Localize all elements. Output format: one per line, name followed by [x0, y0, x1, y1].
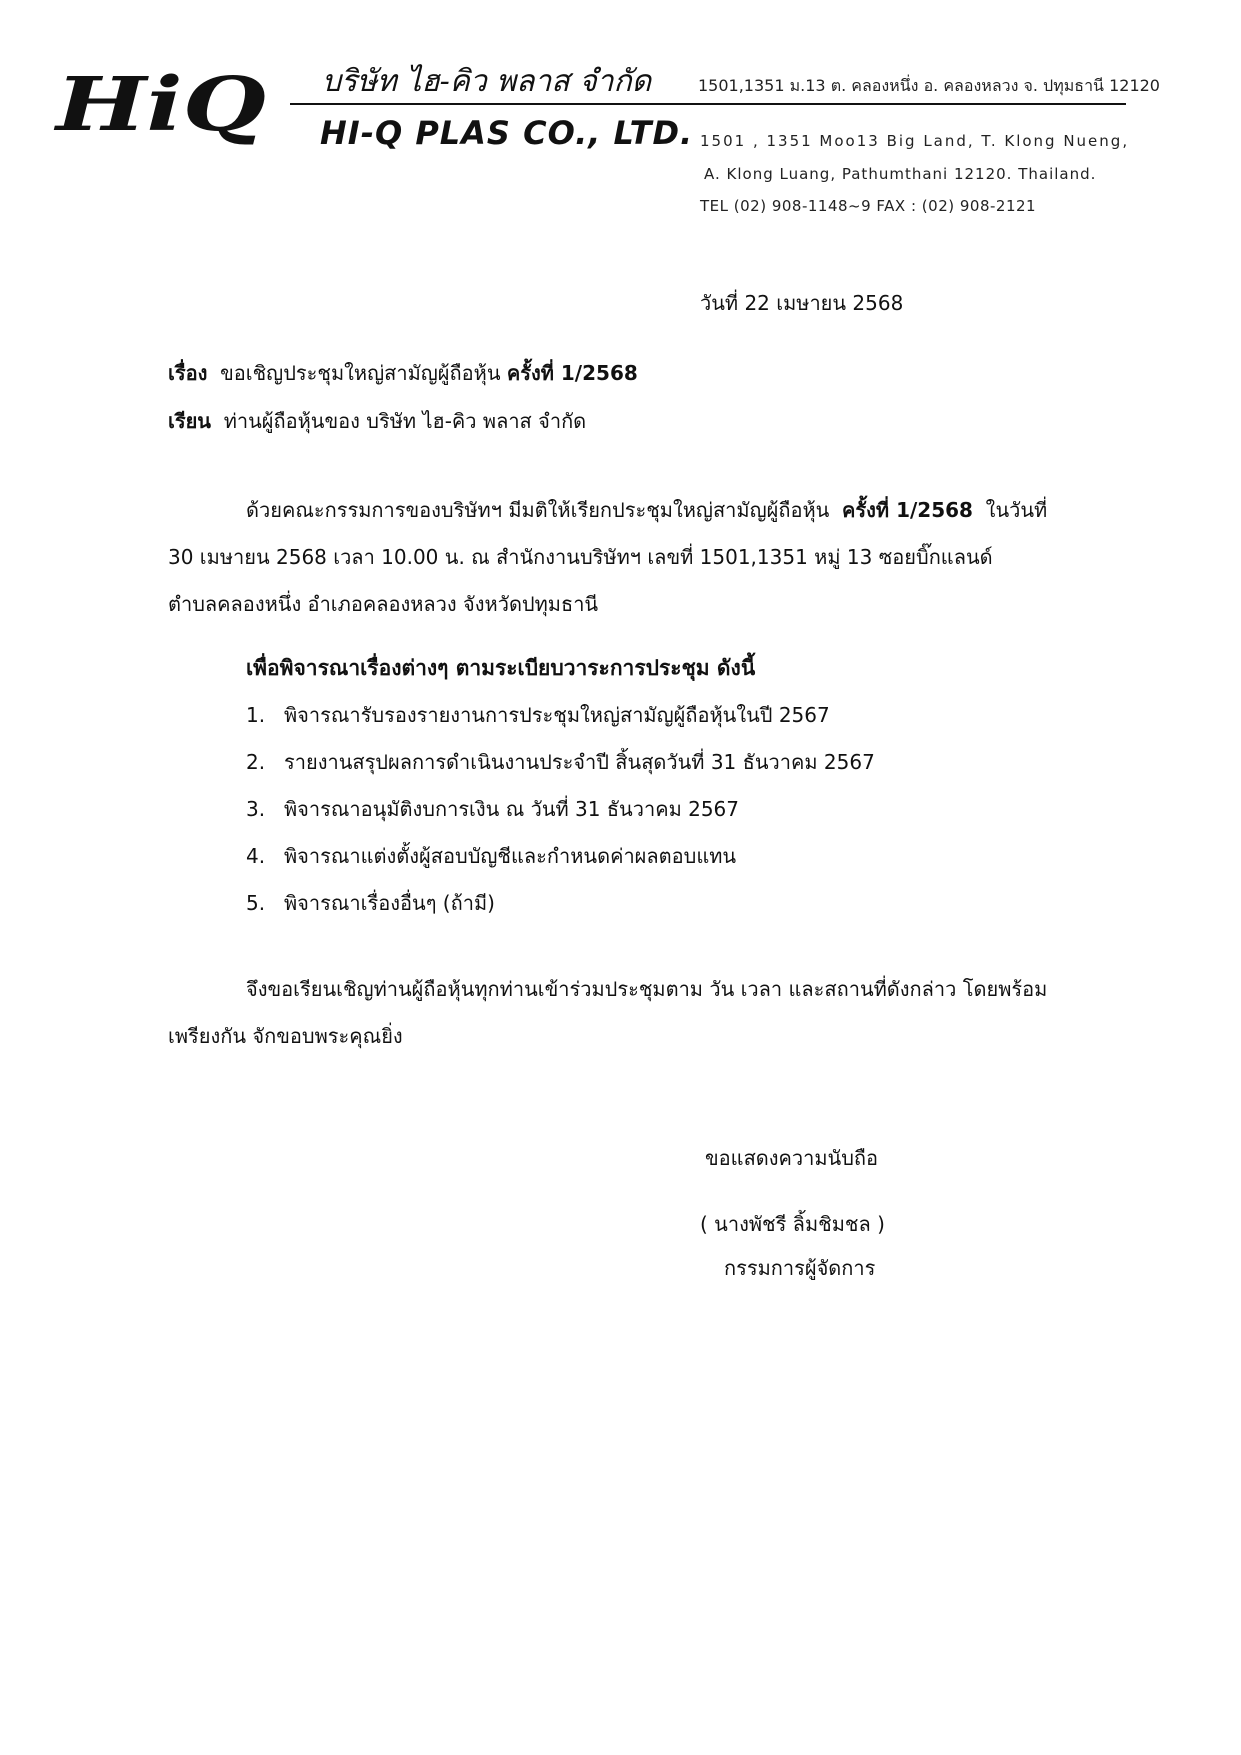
body-paragraph-1 — [168, 487, 1126, 628]
body2-line1: จึงขอเรียนเชิญท่านผู้ถือหุ้นทุกท่านเข้าร่วมประชุมตาม วัน เวลา และสถานที่ดังกล่าว โดยพร้อม — [246, 977, 1048, 1001]
signer-name: ( นางพัชรี ลิ้มชิมชล ) — [700, 1212, 885, 1236]
agenda-list — [246, 692, 875, 927]
body1-line3: ตำบลคลองหนึ่ง อำเภอคลองหลวง จังหวัดปทุมธานี — [168, 592, 599, 616]
closing-text: ขอแสดงความนับถือ — [705, 1146, 879, 1170]
agenda-item — [246, 880, 875, 927]
address-en-line1: 1501 , 1351 Moo13 Big Land, T. Klong Nueng, — [700, 132, 1130, 150]
body1-line1-end: ในวันที่ — [985, 498, 1048, 522]
subject-meeting-number: ครั้งที่ 1/2568 — [506, 361, 638, 385]
agenda-item-number: 1. — [246, 703, 266, 727]
address-en-line2: A. Klong Luang, Pathumthani 12120. Thailand. — [704, 165, 1097, 183]
address-th: 1501,1351 ม.13 ต. คลองหนึ่ง อ. คลองหลวง จ. ปทุมธานี 12120 — [698, 76, 1160, 95]
header-divider — [290, 103, 1126, 105]
agenda-item — [246, 739, 875, 786]
body1-line1-text: ด้วยคณะกรรมการของบริษัทฯ มีมติให้เรียกประชุมใหญ่สามัญผู้ถือหุ้น — [246, 498, 830, 522]
recipient-line — [168, 405, 586, 437]
recipient-text: ท่านผู้ถือหุ้นของ บริษัท ไฮ-คิว พลาส จำกัด — [223, 409, 587, 433]
agenda-item-text: พิจารณาอนุมัติงบการเงิน ณ วันที่ 31 ธันวาคม 2567 — [284, 797, 740, 821]
contact-info: TEL (02) 908-1148~9 FAX : (02) 908-2121 — [700, 197, 1037, 215]
agenda-item-number: 5. — [246, 891, 266, 915]
subject-label: เรื่อง — [168, 361, 208, 385]
subject-text: ขอเชิญประชุมใหญ่สามัญผู้ถือหุ้น — [220, 361, 501, 385]
letter-date: วันที่ 22 เมษายน 2568 — [700, 291, 904, 315]
company-name-en: HI-Q PLAS CO., LTD. — [320, 114, 694, 152]
body1-line2: 30 เมษายน 2568 เวลา 10.00 น. ณ สำนักงานบริษัทฯ เลขที่ 1501,1351 หมู่ 13 ซอยบิ๊กแลนด์ — [168, 545, 993, 569]
agenda-item-number: 3. — [246, 797, 266, 821]
agenda-item-number: 2. — [246, 750, 266, 774]
subject-line — [168, 357, 638, 389]
agenda-item-text: พิจารณาเรื่องอื่นๆ (ถ้ามี) — [284, 891, 495, 915]
logo-wordmark: HiQ — [53, 62, 266, 148]
body1-line1 — [168, 487, 1126, 534]
agenda-item — [246, 786, 875, 833]
agenda-heading: เพื่อพิจารณาเรื่องต่างๆ ตามระเบียบวาระการประชุม ดังนี้ — [246, 656, 756, 680]
agenda-item — [246, 833, 875, 880]
body-paragraph-2 — [168, 966, 1126, 1060]
body1-meeting-number: ครั้งที่ 1/2568 — [842, 498, 973, 522]
signer-title: กรรมการผู้จัดการ — [724, 1256, 876, 1280]
agenda-item-text: พิจารณารับรองรายงานการประชุมใหญ่สามัญผู้ถือหุ้นในปี 2567 — [284, 703, 830, 727]
agenda-item — [246, 692, 875, 739]
body2-line2: เพรียงกัน จักขอบพระคุณยิ่ง — [168, 1024, 403, 1048]
company-name-th: บริษัท ไฮ-คิว พลาส จำกัด — [322, 64, 652, 99]
agenda-item-number: 4. — [246, 844, 266, 868]
recipient-label: เรียน — [168, 409, 211, 433]
agenda-item-text: รายงานสรุปผลการดำเนินงานประจำปี สิ้นสุดวันที่ 31 ธันวาคม 2567 — [284, 750, 875, 774]
company-logo — [52, 52, 272, 148]
agenda-item-text: พิจารณาแต่งตั้งผู้สอบบัญชีและกำหนดค่าผลตอบแทน — [284, 844, 737, 868]
